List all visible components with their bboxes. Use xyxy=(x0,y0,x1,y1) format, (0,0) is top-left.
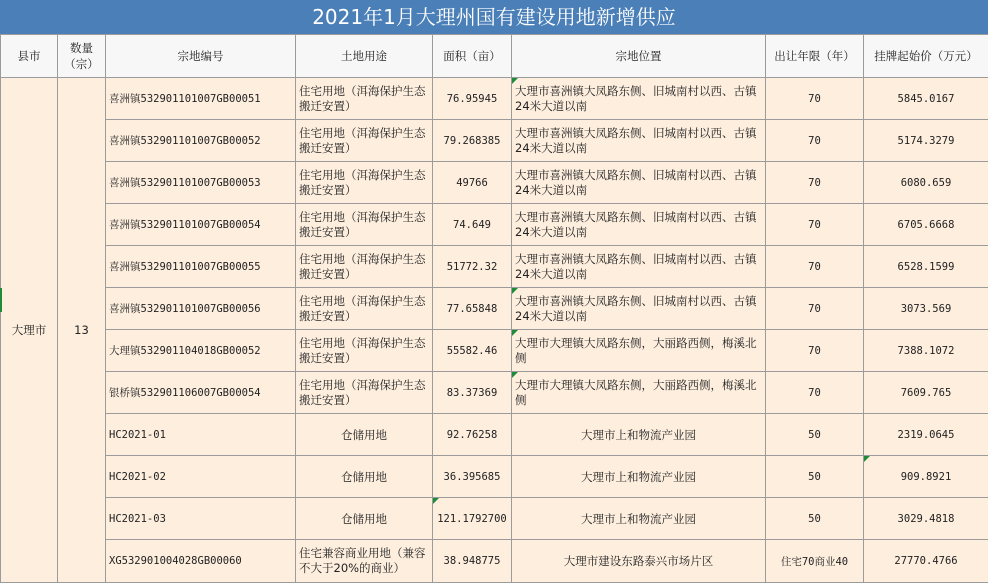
location-cell[interactable]: 大理市喜洲镇大凤路东侧、旧城南村以西、古镇24米大道以南 xyxy=(512,204,766,246)
county-cell[interactable]: 大理市 xyxy=(1,78,58,583)
term-cell[interactable]: 70 xyxy=(766,288,864,330)
location-cell[interactable]: 大理市喜洲镇大凤路东侧、旧城南村以西、古镇24米大道以南 xyxy=(512,162,766,204)
usage-cell[interactable]: 住宅用地（洱海保护生态搬迁安置） xyxy=(296,330,433,372)
location-cell[interactable]: 大理市喜洲镇大凤路东侧、旧城南村以西、古镇24米大道以南 xyxy=(512,246,766,288)
price-cell[interactable]: 2319.0645 xyxy=(864,414,988,456)
parcel-no-cell[interactable]: 喜洲镇532901101007GB00054 xyxy=(106,204,296,246)
term-cell[interactable]: 50 xyxy=(766,456,864,498)
usage-cell[interactable]: 住宅用地（洱海保护生态搬迁安置） xyxy=(296,78,433,120)
area-cell[interactable]: 77.65848 xyxy=(433,288,512,330)
area-cell[interactable]: 49766 xyxy=(433,162,512,204)
area-cell[interactable]: 51772.32 xyxy=(433,246,512,288)
table-row xyxy=(1,498,988,540)
count-cell[interactable]: 13 xyxy=(58,78,106,583)
table-row xyxy=(1,372,988,414)
table-row xyxy=(1,246,988,288)
location-cell[interactable]: 大理市建设东路泰兴市场片区 xyxy=(512,540,766,583)
parcel-no-cell[interactable]: 喜洲镇532901101007GB00052 xyxy=(106,120,296,162)
price-cell[interactable]: 6705.6668 xyxy=(864,204,988,246)
parcel-no-cell[interactable]: 大理镇532901104018GB00052 xyxy=(106,330,296,372)
price-cell[interactable]: 5845.0167 xyxy=(864,78,988,120)
location-cell[interactable]: 大理市喜洲镇大凤路东侧、旧城南村以西、古镇24米大道以南 xyxy=(512,120,766,162)
term-cell[interactable]: 70 xyxy=(766,78,864,120)
parcel-no-cell[interactable]: 银桥镇532901106007GB00054 xyxy=(106,372,296,414)
location-cell[interactable]: 大理市上和物流产业园 xyxy=(512,498,766,540)
area-cell[interactable]: 83.37369 xyxy=(433,372,512,414)
row-selection-marker xyxy=(0,288,2,312)
parcel-no-cell[interactable]: 喜洲镇532901101007GB00055 xyxy=(106,246,296,288)
parcel-no-cell[interactable]: HC2021-03 xyxy=(106,498,296,540)
area-cell[interactable]: 76.95945 xyxy=(433,78,512,120)
land-supply-table xyxy=(0,34,988,583)
term-cell[interactable]: 50 xyxy=(766,498,864,540)
price-cell[interactable]: 3073.569 xyxy=(864,288,988,330)
table-row xyxy=(1,414,988,456)
parcel-no-cell[interactable]: HC2021-02 xyxy=(106,456,296,498)
header-parcel-no: 宗地编号 xyxy=(106,35,296,78)
location-cell[interactable]: 大理市喜洲镇大凤路东侧、旧城南村以西、古镇24米大道以南 xyxy=(512,288,766,330)
usage-cell[interactable]: 住宅用地（洱海保护生态搬迁安置） xyxy=(296,120,433,162)
price-cell[interactable]: 3029.4818 xyxy=(864,498,988,540)
area-cell[interactable]: 38.948775 xyxy=(433,540,512,583)
usage-cell[interactable]: 住宅兼容商业用地（兼容不大于20%的商业） xyxy=(296,540,433,583)
location-cell[interactable]: 大理市上和物流产业园 xyxy=(512,414,766,456)
location-cell[interactable]: 大理市大理镇大凤路东侧，大丽路西侧，梅溪北侧 xyxy=(512,330,766,372)
parcel-no-cell[interactable]: XG532901004028GB00060 xyxy=(106,540,296,583)
header-area: 面积（亩） xyxy=(433,35,512,78)
header-location: 宗地位置 xyxy=(512,35,766,78)
usage-cell[interactable]: 住宅用地（洱海保护生态搬迁安置） xyxy=(296,288,433,330)
parcel-no-cell[interactable]: 喜洲镇532901101007GB00051 xyxy=(106,78,296,120)
price-cell[interactable]: 7388.1072 xyxy=(864,330,988,372)
term-cell[interactable]: 70 xyxy=(766,204,864,246)
parcel-no-cell[interactable]: 喜洲镇532901101007GB00056 xyxy=(106,288,296,330)
usage-cell[interactable]: 住宅用地（洱海保护生态搬迁安置） xyxy=(296,372,433,414)
table-row xyxy=(1,120,988,162)
price-cell[interactable]: 27770.4766 xyxy=(864,540,988,583)
area-cell[interactable]: 79.268385 xyxy=(433,120,512,162)
area-cell[interactable]: 74.649 xyxy=(433,204,512,246)
header-term: 出让年限（年） xyxy=(766,35,864,78)
table-row xyxy=(1,162,988,204)
parcel-no-cell[interactable]: 喜洲镇532901101007GB00053 xyxy=(106,162,296,204)
header-price: 挂牌起始价（万元） xyxy=(864,35,988,78)
price-cell[interactable]: 7609.765 xyxy=(864,372,988,414)
price-cell[interactable]: 6528.1599 xyxy=(864,246,988,288)
table-row xyxy=(1,330,988,372)
usage-cell[interactable]: 住宅用地（洱海保护生态搬迁安置） xyxy=(296,162,433,204)
header-row xyxy=(1,35,988,78)
location-cell[interactable]: 大理市喜洲镇大凤路东侧、旧城南村以西、古镇24米大道以南 xyxy=(512,78,766,120)
usage-cell[interactable]: 仓储用地 xyxy=(296,414,433,456)
table-row xyxy=(1,204,988,246)
term-cell[interactable]: 70 xyxy=(766,372,864,414)
term-cell[interactable]: 住宅70商业40 xyxy=(766,540,864,583)
table-row xyxy=(1,288,988,330)
area-cell[interactable]: 92.76258 xyxy=(433,414,512,456)
area-cell[interactable]: 55582.46 xyxy=(433,330,512,372)
header-county: 县市 xyxy=(1,35,58,78)
term-cell[interactable]: 50 xyxy=(766,414,864,456)
location-cell[interactable]: 大理市上和物流产业园 xyxy=(512,456,766,498)
term-cell[interactable]: 70 xyxy=(766,330,864,372)
table-row xyxy=(1,540,988,583)
area-cell[interactable]: 121.1792700 xyxy=(433,498,512,540)
parcel-no-cell[interactable]: HC2021-01 xyxy=(106,414,296,456)
table-row xyxy=(1,456,988,498)
term-cell[interactable]: 70 xyxy=(766,120,864,162)
sheet-title: 2021年1月大理州国有建设用地新增供应 xyxy=(0,0,988,35)
table-row xyxy=(1,78,988,120)
usage-cell[interactable]: 仓储用地 xyxy=(296,456,433,498)
header-usage: 土地用途 xyxy=(296,35,433,78)
location-cell[interactable]: 大理市大理镇大凤路东侧，大丽路西侧，梅溪北侧 xyxy=(512,372,766,414)
price-cell[interactable]: 6080.659 xyxy=(864,162,988,204)
usage-cell[interactable]: 住宅用地（洱海保护生态搬迁安置） xyxy=(296,246,433,288)
term-cell[interactable]: 70 xyxy=(766,246,864,288)
price-cell[interactable]: 909.8921 xyxy=(864,456,988,498)
header-count: 数量（宗） xyxy=(58,35,106,78)
term-cell[interactable]: 70 xyxy=(766,162,864,204)
area-cell[interactable]: 36.395685 xyxy=(433,456,512,498)
price-cell[interactable]: 5174.3279 xyxy=(864,120,988,162)
usage-cell[interactable]: 仓储用地 xyxy=(296,498,433,540)
usage-cell[interactable]: 住宅用地（洱海保护生态搬迁安置） xyxy=(296,204,433,246)
